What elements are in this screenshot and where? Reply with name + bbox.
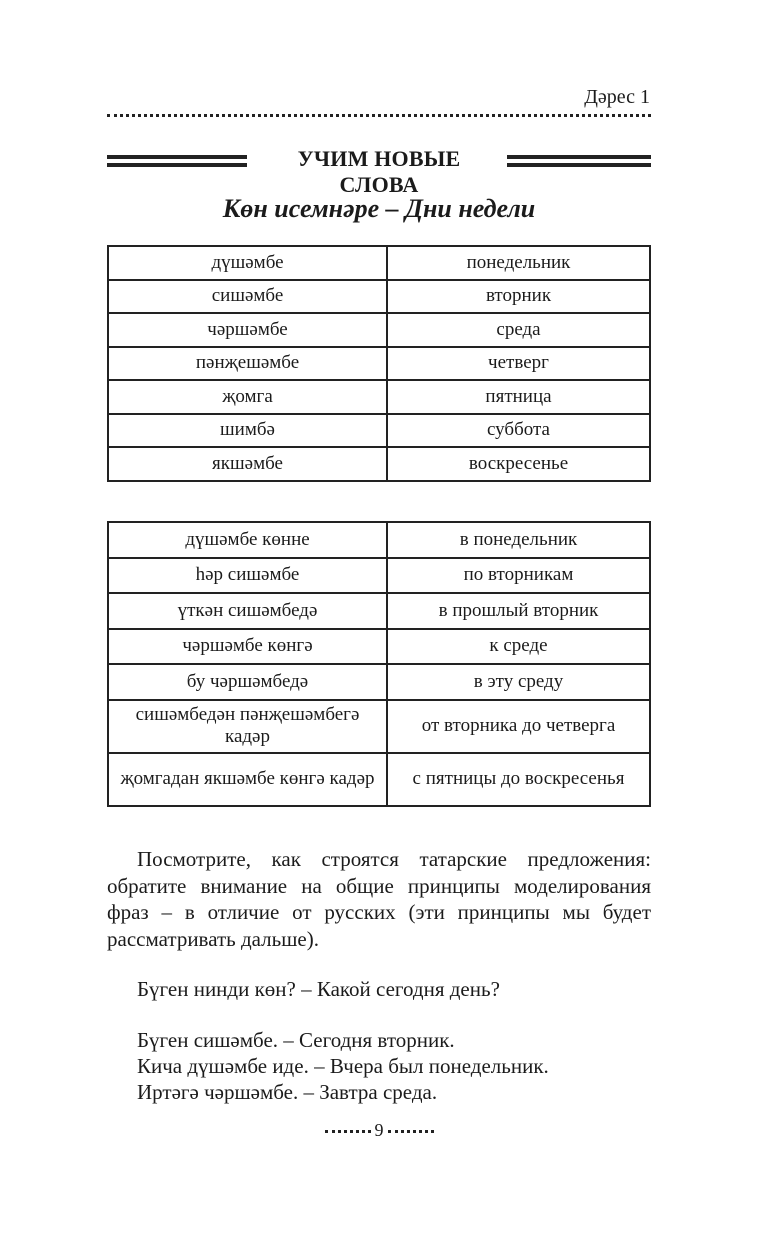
- tatar-phrase: чәршәмбе көнгә: [108, 629, 387, 665]
- russian-translation: среда: [387, 313, 650, 347]
- table-row: [108, 700, 650, 753]
- russian-translation: понедельник: [387, 246, 650, 280]
- section-heading-text: УЧИМ НОВЫЕ СЛОВА: [297, 146, 461, 197]
- russian-translation: к среде: [387, 629, 650, 665]
- tatar-word: пәнҗешәмбе: [108, 347, 387, 381]
- table-row: [108, 593, 650, 629]
- table-row: [108, 447, 650, 481]
- footer-dots-right: [388, 1130, 434, 1133]
- table-row: [108, 380, 650, 414]
- table-row: [108, 313, 650, 347]
- day-phrases-table: [107, 521, 651, 807]
- section-subtitle: Көн исемнәре – Дни недели: [222, 194, 536, 223]
- russian-translation: от вторника до четверга: [387, 700, 650, 753]
- page-footer: [107, 1120, 651, 1141]
- table-row: [108, 280, 650, 314]
- tatar-phrase: үткән сишәмбедә: [108, 593, 387, 629]
- heading-decor-left: [107, 155, 247, 169]
- tatar-phrase: һәр сишәмбе: [108, 558, 387, 594]
- russian-translation: в понедельник: [387, 522, 650, 558]
- russian-translation: воскресенье: [387, 447, 650, 481]
- table-row: [108, 558, 650, 594]
- table-row: [108, 522, 650, 558]
- page-number: 9: [374, 1120, 384, 1140]
- russian-translation: в прошлый вторник: [387, 593, 650, 629]
- section-heading: [107, 146, 651, 197]
- table-row: [108, 664, 650, 700]
- tatar-word: дүшәмбе: [108, 246, 387, 280]
- header-dotted-rule: [107, 114, 651, 117]
- tatar-word: җомга: [108, 380, 387, 414]
- table-row: [108, 246, 650, 280]
- tatar-word: сишәмбе: [108, 280, 387, 314]
- tatar-phrase: сишәмбедән пәнҗешәмбегә кадәр: [108, 700, 387, 753]
- russian-translation: с пятницы до воскресенья: [387, 753, 650, 806]
- example-sentence: Бүген сишәмбе. – Сегодня вторник.: [137, 1028, 455, 1052]
- tatar-word: шимбә: [108, 414, 387, 448]
- example-sentence: Бүген нинди көн? – Какой сегодня день?: [137, 977, 500, 1001]
- russian-translation: пятница: [387, 380, 650, 414]
- russian-translation: четверг: [387, 347, 650, 381]
- tatar-phrase: бу чәршәмбедә: [108, 664, 387, 700]
- explanation-paragraph: Посмотрите, как строятся татарские предложения: обратите внимание на общие принципы моделирования фраз – в отличие от русских (эти принципы мы будет рассматривать дальше).: [107, 847, 651, 951]
- example-sentence: Иртәгә чәршәмбе. – Завтра среда.: [137, 1080, 438, 1104]
- russian-translation: суббота: [387, 414, 650, 448]
- footer-dots-left: [325, 1130, 371, 1133]
- days-of-week-table: [107, 245, 651, 482]
- tatar-phrase: дүшәмбе көнне: [108, 522, 387, 558]
- table-row: [108, 629, 650, 665]
- russian-translation: по вторникам: [387, 558, 650, 594]
- example-sentence: Кича дүшәмбе иде. – Вчера был понедельник.: [137, 1054, 549, 1078]
- heading-decor-right: [507, 155, 651, 169]
- table-row: [108, 414, 650, 448]
- lesson-header-label: Дәрес 1: [584, 86, 650, 108]
- tatar-word: чәршәмбе: [108, 313, 387, 347]
- russian-translation: в эту среду: [387, 664, 650, 700]
- table-row: [108, 753, 650, 806]
- table-row: [108, 347, 650, 381]
- tatar-phrase: җомгадан якшәмбе көнгә кадәр: [108, 753, 387, 806]
- russian-translation: вторник: [387, 280, 650, 314]
- tatar-word: якшәмбе: [108, 447, 387, 481]
